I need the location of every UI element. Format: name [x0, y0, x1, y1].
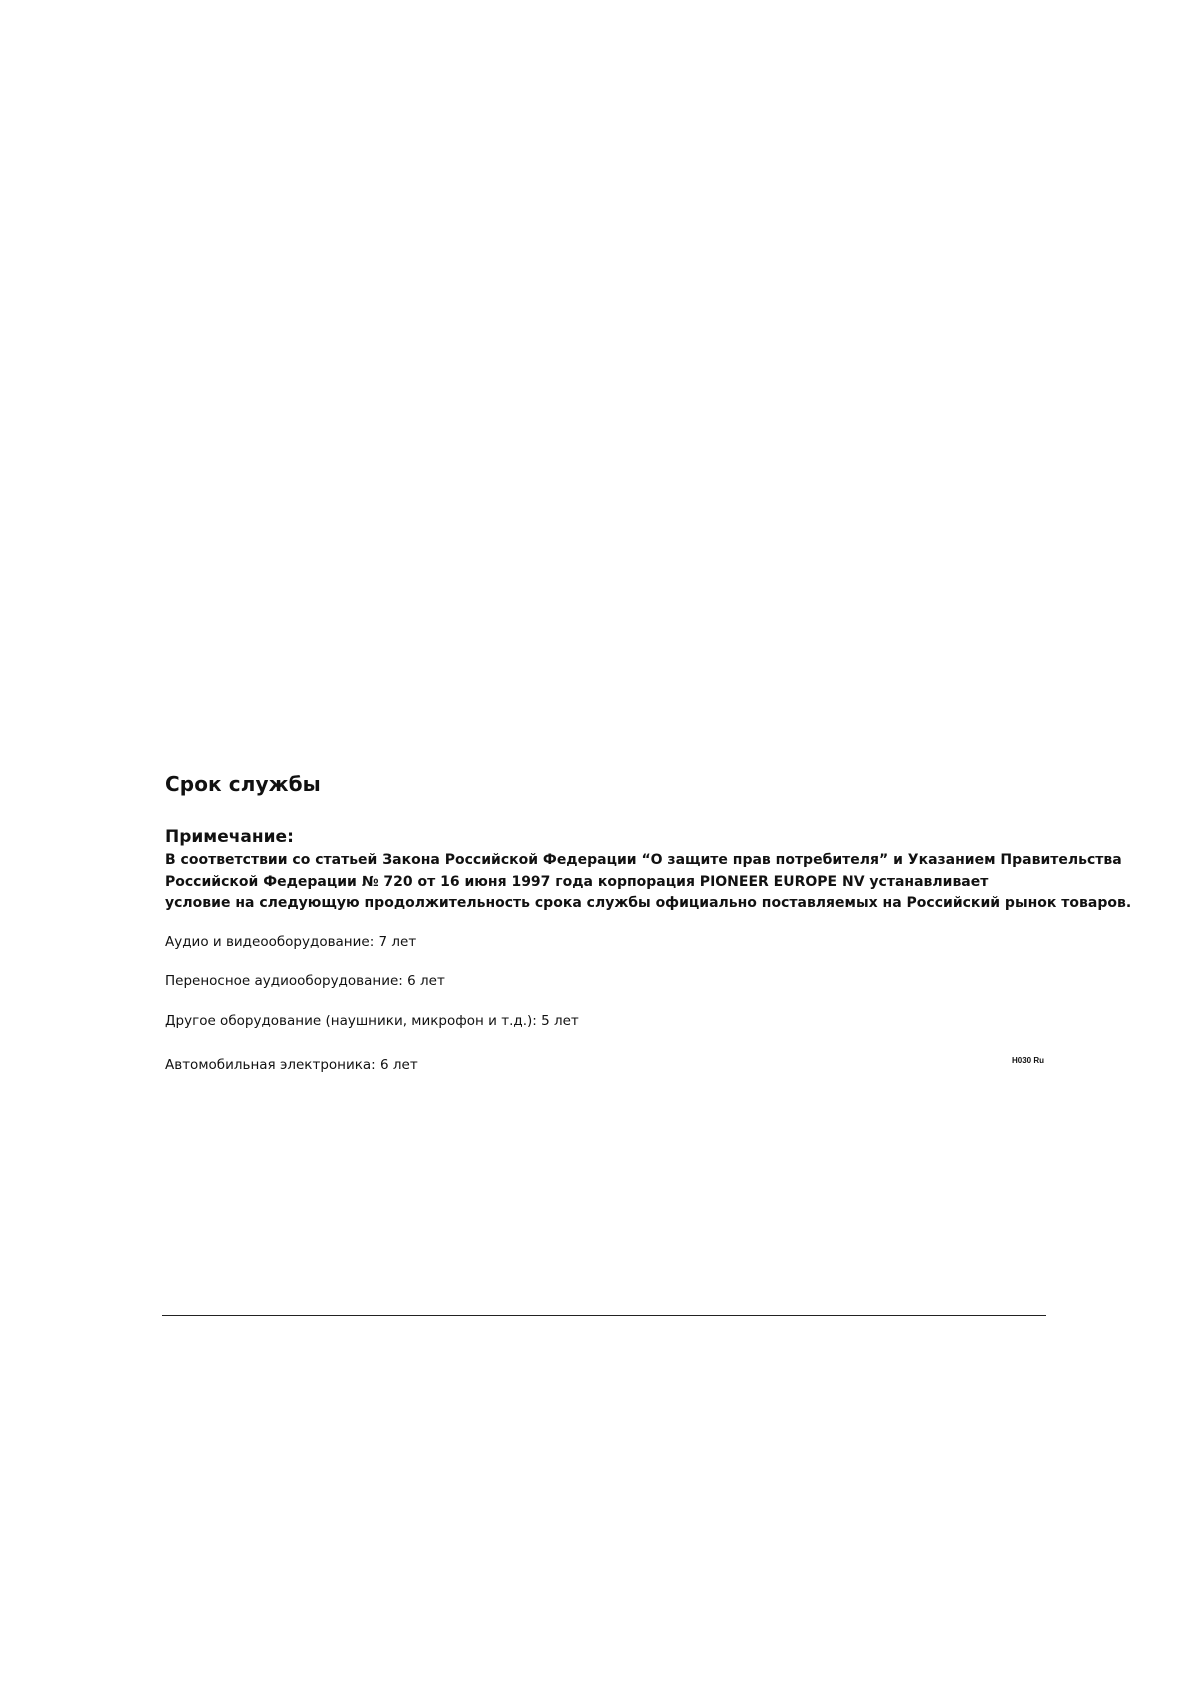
- page-title: Срок службы: [165, 772, 321, 796]
- service-life-item: Автомобильная электроника: 6 лет: [165, 1057, 418, 1073]
- footer-divider: [162, 1315, 1046, 1316]
- document-code: H030 Ru: [1011, 1056, 1044, 1065]
- note-line: Российской Федерации № 720 от 16 июня 1997 года корпорация PIONEER EUROPE NV устанавливает: [165, 873, 989, 890]
- service-life-item: Аудио и видеооборудование: 7 лет: [165, 934, 417, 950]
- note-line: условие на следующую продолжительность срока службы официально поставляемых на Российский рынок товаров.: [165, 895, 1132, 911]
- service-life-item: Другое оборудование (наушники, микрофон и т.д.): 5 лет: [165, 1013, 579, 1029]
- service-life-item: Переносное аудиооборудование: 6 лет: [165, 973, 445, 989]
- note-line: В соответствии со статьей Закона Российской Федерации “О защите прав потребителя” и Указанием Правительства: [165, 852, 1122, 868]
- note-heading: Примечание:: [165, 827, 294, 847]
- note-paragraph: [165, 850, 1132, 915]
